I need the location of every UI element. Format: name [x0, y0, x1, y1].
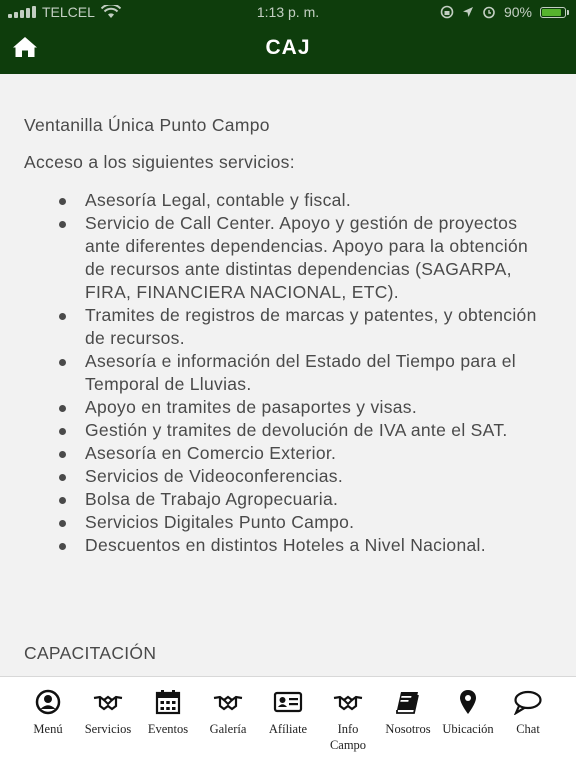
tab-label: Servicios	[84, 722, 132, 736]
list-item: Apoyo en tramites de pasaportes y visas.	[85, 396, 546, 419]
list-item: Descuentos en distintos Hoteles a Nivel Nacional.	[85, 534, 546, 557]
battery-percent: 90%	[503, 4, 532, 20]
content-area[interactable]	[0, 74, 576, 676]
id-card-icon	[273, 689, 303, 715]
tab-label: Galería	[209, 722, 247, 736]
calendar-icon	[153, 689, 183, 715]
tab-label: Ubicación	[442, 722, 494, 736]
tab-afiliate[interactable]	[254, 689, 322, 737]
content-heading: Ventanilla Única Punto Campo	[24, 115, 270, 135]
tab-eventos[interactable]	[134, 689, 202, 737]
map-pin-icon	[453, 689, 483, 715]
location-arrow-icon	[462, 6, 474, 18]
list-item: Servicios Digitales Punto Campo.	[85, 511, 546, 534]
home-button[interactable]	[12, 36, 40, 60]
list-item: Gestión y tramites de devolución de IVA ante el SAT.	[85, 419, 546, 442]
section-heading: CAPACITACIÓN	[24, 643, 157, 663]
list-item: Servicios de Videoconferencias.	[85, 465, 546, 488]
services-list	[0, 189, 576, 557]
handshake-icon	[93, 689, 123, 715]
tab-label: Eventos	[147, 722, 189, 736]
user-circle-icon	[33, 689, 63, 715]
list-item: Asesoría e información del Estado del Tiempo para el Temporal de Lluvias.	[85, 350, 546, 396]
home-icon	[12, 36, 38, 58]
status-bar	[0, 0, 576, 24]
book-icon	[393, 689, 423, 715]
handshake-icon	[333, 689, 363, 715]
tab-label: Chat	[516, 722, 540, 736]
list-item: Asesoría en Comercio Exterior.	[85, 442, 546, 465]
tab-galeria[interactable]	[194, 689, 262, 737]
tab-ubicacion[interactable]	[434, 689, 502, 737]
bottom-tab-bar	[0, 676, 576, 768]
list-item: Tramites de registros de marcas y patentes, y obtención de recursos.	[85, 304, 546, 350]
tab-info-campo[interactable]	[314, 689, 382, 753]
chat-bubble-icon	[513, 689, 543, 715]
list-item: Servicio de Call Center. Apoyo y gestión de proyectos ante diferentes dependencias. Apoyo para la obtención de recursos ante distintas dependencias (SAGARPA, FIRA, FINANCIERA NACIONAL, ETC).	[85, 212, 546, 304]
tab-chat[interactable]	[494, 689, 562, 737]
lock-rotation-icon	[440, 5, 454, 19]
tab-servicios[interactable]	[74, 689, 142, 737]
handshake-icon	[213, 689, 243, 715]
content-intro: Acceso a los siguientes servicios:	[24, 152, 295, 172]
battery-level	[542, 9, 561, 16]
tab-nosotros[interactable]	[374, 689, 442, 737]
alarm-icon	[482, 5, 496, 19]
page-title: CAJ	[265, 36, 311, 59]
status-time: 1:13 p. m.	[256, 4, 320, 20]
tab-menu[interactable]	[14, 689, 82, 737]
app-header	[0, 0, 576, 74]
tab-label: Info Campo	[329, 722, 367, 752]
battery-icon	[540, 7, 566, 18]
tab-label: Menú	[33, 722, 63, 736]
list-item: Asesoría Legal, contable y fiscal.	[85, 189, 546, 212]
status-right	[440, 4, 566, 20]
list-item: Bolsa de Trabajo Agropecuaria.	[85, 488, 546, 511]
tab-label: Afíliate	[268, 722, 308, 736]
carrier-name: TELCEL	[42, 4, 95, 20]
tab-label: Nosotros	[385, 722, 431, 736]
